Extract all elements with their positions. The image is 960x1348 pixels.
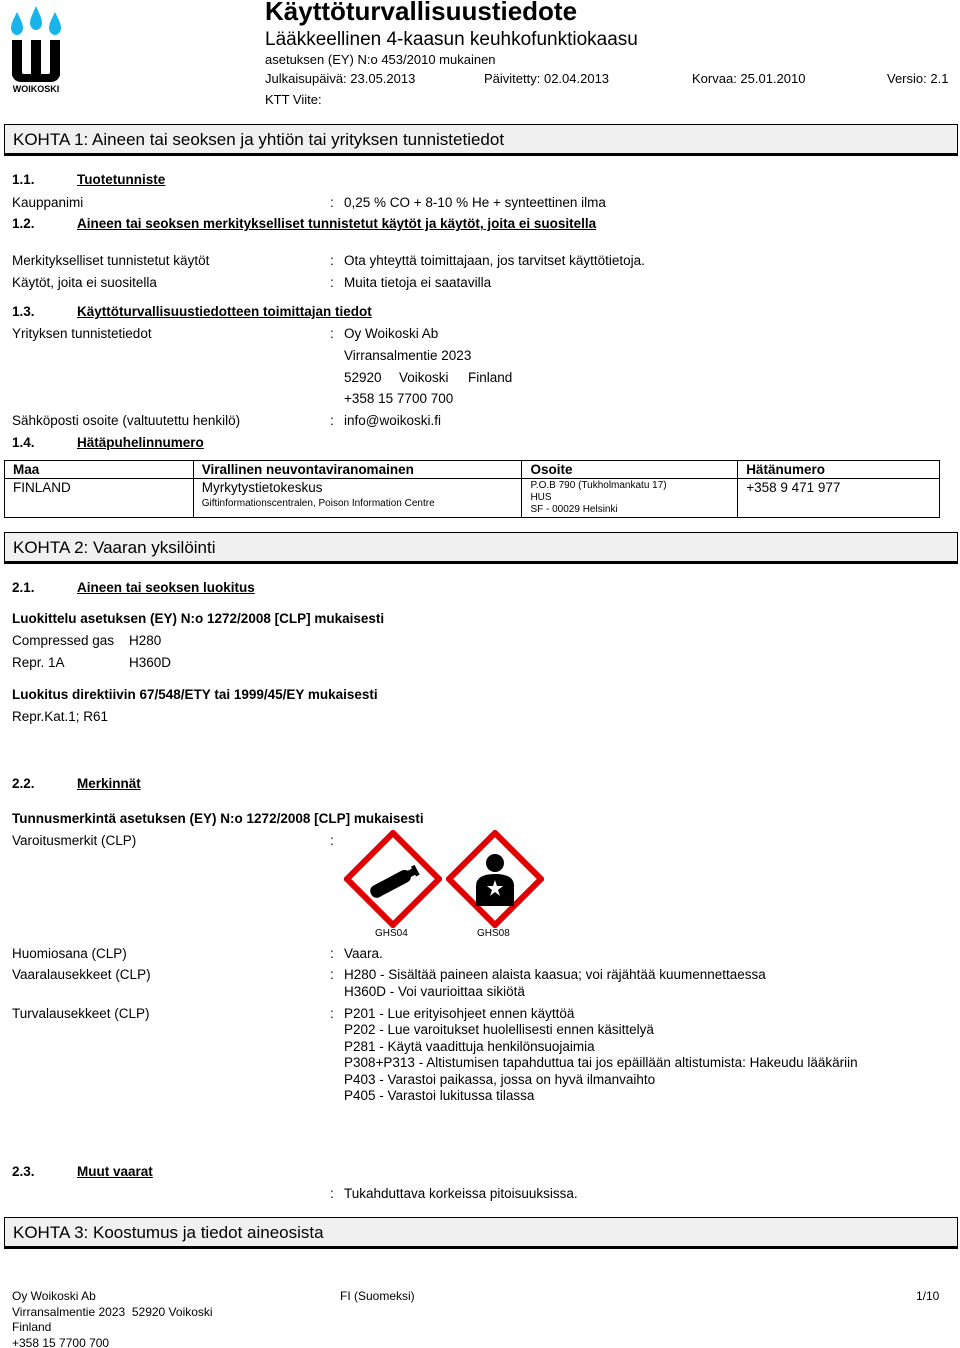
ktt-reference: KTT Viite: [265,92,322,107]
subsection-2-2-title: Merkinnät [77,776,141,791]
colon: : [330,275,334,290]
colon: : [330,1186,334,1201]
regulation-line: asetuksen (EY) N:o 453/2010 mukainen [265,52,496,67]
hazard-statements-label: Vaaralausekkeet (CLP) [12,967,151,982]
uses-not-recommended-value: Muita tietoja ei saatavilla [344,275,492,290]
colon: : [330,1006,334,1021]
directive-classification-value: Repr.Kat.1; R61 [12,709,109,724]
subsection-2-3-number: 2.3. [12,1164,35,1179]
ghs04-label: GHS04 [375,928,408,939]
trade-name-value: 0,25 % CO + 8-10 % He + synteettinen ilma [344,195,606,210]
colon: : [330,413,334,428]
classification-code: H280 [129,633,162,648]
country-cell: FINLAND [5,479,194,518]
document-title: Käyttöturvallisuustiedote [265,0,578,26]
subsection-1-2-number: 1.2. [12,216,35,231]
precautionary-statement: P405 - Varastoi lukitussa tilassa [344,1088,535,1103]
footer-country: Finland [12,1320,52,1334]
subsection-1-1-number: 1.1. [12,172,35,187]
footer-language: FI (Suomeksi) [340,1289,415,1303]
email-label: Sähköposti osoite (valtuutettu henkilö) [12,413,241,428]
signal-word-label: Huomiosana (CLP) [12,946,127,961]
subsection-2-2-number: 2.2. [12,776,35,791]
signal-word-value: Vaara. [344,946,383,961]
footer-phone: +358 15 7700 700 [12,1336,110,1348]
classification-class: Repr. 1A [12,655,65,670]
colon: : [330,326,334,341]
section-3-heading: KOHTA 3: Koostumus ja tiedot aineosista [4,1217,958,1249]
precautionary-statement: P308+P313 - Altistumisen tapahduttua tai jos epäillään altistumista: Hakeudu lääkäriin [344,1055,858,1070]
section-2-heading: KOHTA 2: Vaaran yksilöinti [4,532,958,564]
version: Versio: 2.1 [887,71,949,86]
subsection-2-1-title: Aineen tai seoksen luokitus [77,580,255,595]
other-hazards-value: Tukahduttava korkeissa pitoisuuksissa. [344,1186,578,1201]
company-name: Oy Woikoski Ab [344,326,439,341]
published-date: Julkaisupäivä: 23.05.2013 [265,71,416,86]
precautionary-statement: P202 - Lue varoitukset huolellisesti ennen käsittelyä [344,1022,654,1037]
logo-text: WOIKOSKI [12,84,60,94]
authority-subname: Giftinformationscentralen, Poison Information Centre [201,498,435,509]
precautionary-statement: P281 - Käytä vaadittuja henkilönsuojaimia [344,1039,595,1054]
subsection-1-4-title: Hätäpuhelinnumero [77,435,204,450]
column-header: Maa [5,461,194,479]
footer-page-number: 1/10 [916,1289,940,1303]
emergency-contacts-table [4,460,940,518]
table-row [5,479,940,518]
subsection-2-1-number: 2.1. [12,580,35,595]
company-label: Yrityksen tunnistetiedot [12,326,152,341]
column-header: Osoite [522,461,738,479]
ghs08-health-hazard-icon [446,830,544,928]
subsection-1-3-title: Käyttöturvallisuustiedotteen toimittajan tiedot [77,304,372,319]
subsection-1-1-title: Tuotetunniste [77,172,166,187]
address-cell [522,479,738,518]
document-subtitle: Lääkkeellinen 4-kaasun keuhkofunktiokaasu [265,29,638,50]
uses-not-recommended-label: Käytöt, joita ei suositella [12,275,157,290]
column-header: Hätänumero [738,461,940,479]
authority-cell [193,479,522,518]
colon: : [330,195,334,210]
column-header: Virallinen neuvontaviranomainen [193,461,522,479]
woikoski-logo [6,4,66,96]
section-1-heading: KOHTA 1: Aineen tai seoksen ja yhtiön tai yrityksen tunnistetiedot [4,124,958,156]
ghs04-gas-cylinder-icon [344,830,442,928]
colon: : [330,833,334,848]
replaces-date: Korvaa: 25.01.2010 [692,71,806,86]
clp-classification-heading: Luokittelu asetuksen (EY) N:o 1272/2008 [CLP] mukaisesti [12,611,385,626]
emergency-phone-cell: +358 9 471 977 [738,479,940,518]
footer-address: Virransalmentie 2023 52920 Voikoski [12,1305,213,1319]
company-city: Voikoski [399,370,449,385]
address-line: P.O.B 790 (Tukholmankatu 17) [530,480,667,491]
table-header-row [5,461,940,479]
classification-class: Compressed gas [12,633,115,648]
clp-labelling-heading: Tunnusmerkintä asetuksen (EY) N:o 1272/2008 [CLP] mukaisesti [12,811,424,826]
precautionary-statement: P201 - Lue erityisohjeet ennen käyttöä [344,1006,575,1021]
address-line: SF - 00029 Helsinki [530,504,618,515]
pictograms-label: Varoitusmerkit (CLP) [12,833,137,848]
footer-company: Oy Woikoski Ab [12,1289,96,1303]
trade-name-label: Kauppanimi [12,195,84,210]
identified-uses-value: Ota yhteyttä toimittajaan, jos tarvitset käyttötietoja. [344,253,645,268]
company-zip: 52920 [344,370,382,385]
company-phone: +358 15 7700 700 [344,391,454,406]
company-country: Finland [468,370,513,385]
directive-classification-heading: Luokitus direktiivin 67/548/ETY tai 1999/45/EY mukaisesti [12,687,378,702]
email-value[interactable]: info@woikoski.fi [344,413,441,428]
colon: : [330,967,334,982]
address-line: HUS [530,492,552,503]
updated-date: Päivitetty: 02.04.2013 [484,71,610,86]
subsection-2-3-title: Muut vaarat [77,1164,153,1179]
colon: : [330,253,334,268]
subsection-1-4-number: 1.4. [12,435,35,450]
hazard-statement: H360D - Voi vaurioittaa sikiötä [344,984,525,999]
colon: : [330,946,334,961]
company-street: Virransalmentie 2023 [344,348,472,363]
identified-uses-label: Merkitykselliset tunnistetut käytöt [12,253,210,268]
precautionary-statements-label: Turvalausekkeet (CLP) [12,1006,150,1021]
subsection-1-2-title: Aineen tai seoksen merkitykselliset tunnistetut käytöt ja käytöt, joita ei suositella [77,216,597,231]
precautionary-statement: P403 - Varastoi paikassa, jossa on hyvä ilmanvaihto [344,1072,656,1087]
ghs08-label: GHS08 [477,928,510,939]
authority-name: Myrkytystietokeskus [201,480,323,495]
hazard-statement: H280 - Sisältää paineen alaista kaasua; voi räjähtää kuumennettaessa [344,967,766,982]
subsection-1-3-number: 1.3. [12,304,35,319]
classification-code: H360D [129,655,172,670]
